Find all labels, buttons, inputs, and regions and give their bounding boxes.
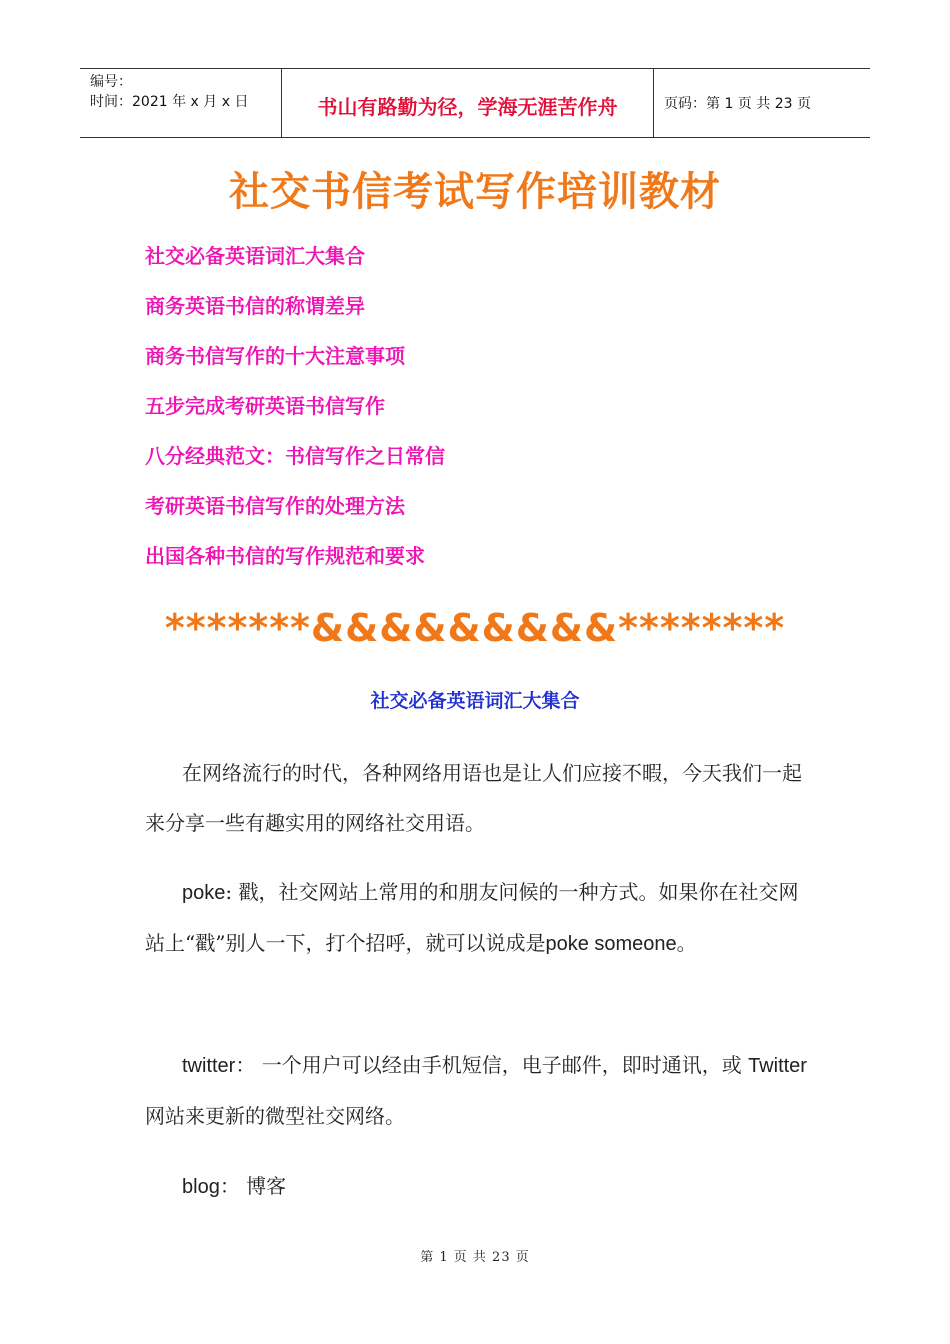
poke-definition: : 戳，社交网站上常用的和朋友问候的一种方式。如果你在社交网站上“戳”别人一下，打个招呼，就可以说成是 — [145, 880, 799, 955]
table-of-contents — [145, 242, 445, 592]
intro-paragraph — [145, 748, 810, 848]
toc-item[interactable]: 商务书信写作的十大注意事项 — [145, 344, 405, 368]
number-label: 编号： — [90, 74, 132, 90]
poke-term: poke — [182, 882, 226, 904]
section-divider: *******&&&&&&&&&******** — [164, 606, 786, 650]
page-footer: 第 1 页 共 23 页 — [420, 1250, 530, 1265]
twitter-name: Twitter — [748, 1055, 807, 1077]
poke-paragraph — [145, 867, 810, 969]
twitter-definition-2: 网站来更新的微型社交网络。 — [145, 1104, 405, 1128]
toc-item[interactable]: 八分经典范文：书信写作之日常信 — [145, 444, 445, 468]
document-title: 社交书信考试写作培训教材 — [229, 168, 721, 215]
blog-definition: ： 博客 — [219, 1174, 287, 1198]
toc-item[interactable]: 社交必备英语词汇大集合 — [145, 244, 365, 268]
intro-text: 在网络流行的时代，各种网络用语也是让人们应接不暇，今天我们一起来分享一些有趣实用的网络社交用语。 — [145, 761, 802, 835]
blog-paragraph — [145, 1161, 810, 1212]
motto-cell — [282, 69, 654, 137]
motto: 书山有路勤为径，学海无涯苦作舟 — [317, 94, 618, 119]
blog-term: blog — [182, 1176, 220, 1198]
twitter-term: twitter — [182, 1055, 236, 1077]
poke-someone: poke someone — [545, 933, 677, 955]
toc-item[interactable]: 出国各种书信的写作规范和要求 — [145, 544, 425, 568]
poke-end: 。 — [676, 931, 697, 955]
toc-item[interactable]: 考研英语书信写作的处理方法 — [145, 494, 405, 518]
header-table — [80, 68, 870, 138]
toc-item[interactable]: 商务英语书信的称谓差异 — [145, 294, 365, 318]
time-label: 时间：2021 年 x 月 x 日 — [90, 94, 249, 110]
twitter-paragraph — [145, 1040, 810, 1141]
twitter-definition-1: ： 一个用户可以经由手机短信，电子邮件，即时通讯，或 — [235, 1053, 749, 1077]
page-info-cell — [654, 69, 870, 137]
section-heading: 社交必备英语词汇大集合 — [370, 690, 580, 712]
toc-item[interactable]: 五步完成考研英语书信写作 — [145, 394, 385, 418]
page-info: 页码：第 1 页 共 23 页 — [664, 96, 811, 112]
header-meta-cell — [80, 69, 282, 137]
